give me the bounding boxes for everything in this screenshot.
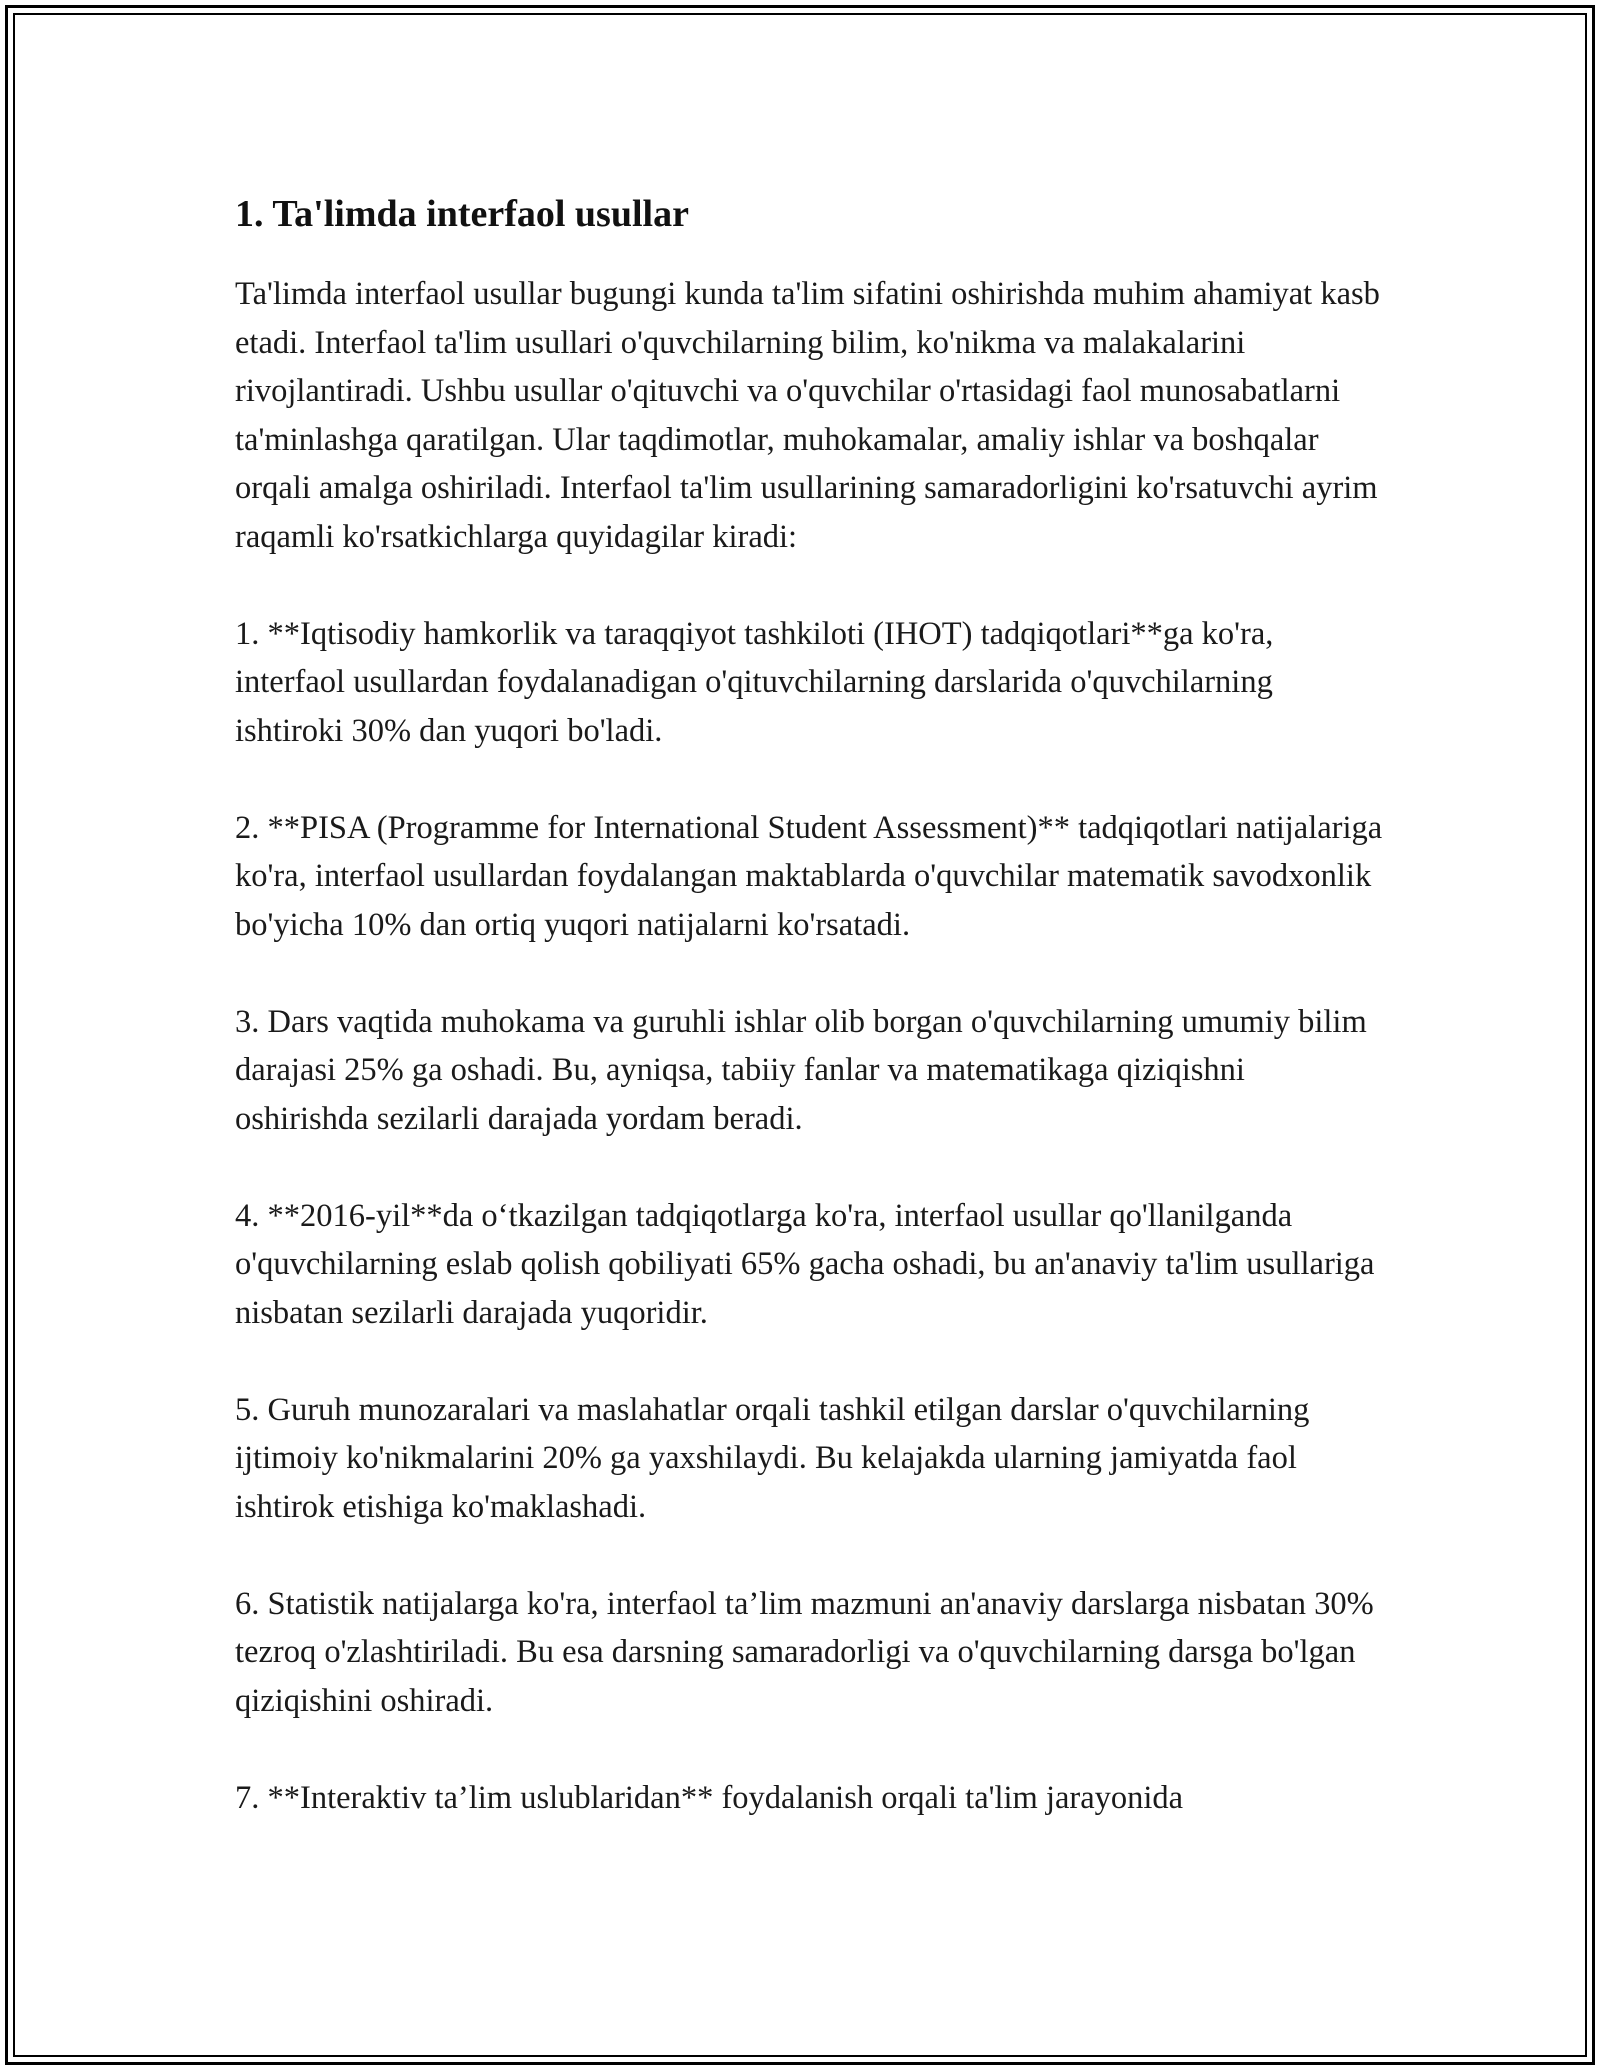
list-item-6: 6. Statistik natijalarga ko'ra, interfaol ta’lim mazmuni an'anaviy darslarga nisbatan 30% tezroq o'zlashtiriladi. Bu esa darsning samaradorligi va o'quvchilarning darsga bo'lgan qiziqishini oshiradi. [235,1585,1374,1719]
section-heading: 1. Ta'limda interfaol usullar [235,193,689,235]
list-item-2: 2. **PISA (Programme for International Student Assessment)** tadqiqotlari natijalariga ko'ra, interfaol usullardan foydalangan maktablarda o'quvchilar matematik savodxonlik bo'yicha 10% dan ortiq yuqori natijalarni ko'rsatadi. [235,809,1383,943]
list-item-1: 1. **Iqtisodiy hamkorlik va taraqqiyot tashkiloti (IHOT) tadqiqotlari**ga ko'ra, interfaol usullardan foydalanadigan o'qituvchilarning darslarida o'quvchilarning ishtiroki 30% dan yuqori bo'ladi. [235,615,1274,749]
list-item-4: 4. **2016-yil**da o‘tkazilgan tadqiqotlarga ko'ra, interfaol usullar qo'llanilganda o'quvchilarning eslab qolish qobiliyati 65% gacha oshadi, bu an'anaviy ta'lim usullariga nisbatan sezilarli darajada yuqoridir. [235,1197,1375,1331]
list-item-7: 7. **Interaktiv ta’lim uslublaridan** foydalanish orqali ta'lim jarayonida [235,1779,1184,1816]
list-item-3: 3. Dars vaqtida muhokama va guruhli ishlar olib borgan o'quvchilarning umumiy bilim darajasi 25% ga oshadi. Bu, ayniqsa, tabiiy fanlar va matematikaga qiziqishni oshirishda sezilarli darajada yordam beradi. [235,1003,1367,1137]
document-body [235,187,1385,1822]
list-item-5: 5. Guruh munozaralari va maslahatlar orqali tashkil etilgan darslar o'quvchilarning ijtimoiy ko'nikmalarini 20% ga yaxshilaydi. Bu kelajakda ularning jamiyatda faol ishtirok etishiga ko'maklashadi. [235,1391,1310,1525]
intro-paragraph: Ta'limda interfaol usullar bugungi kunda ta'lim sifatini oshirishda muhim ahamiyat kasb etadi. Interfaol ta'lim usullari o'quvchilarning bilim, ko'nikma va malakalarini rivojlantiradi. Ushbu usullar o'qituvchi va o'quvchilar o'rtasidagi faol munosabatlarni ta'minlashga qaratilgan. Ular taqdimotlar, muhokamalar, amaliy ishlar va boshqalar orqali amalga oshiriladi. Interfaol ta'lim usullarining samaradorligini ko'rsatuvchi ayrim raqamli ko'rsatkichlarga quyidagilar kiradi: [235,276,1380,555]
